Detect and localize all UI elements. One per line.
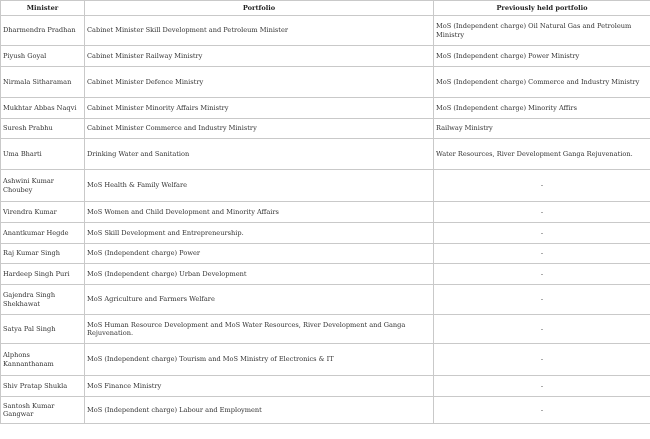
minister-cell: Mukhtar Abbas Naqvi <box>1 98 85 119</box>
portfolio-cell: Cabinet Minister Defence Ministry <box>85 67 434 98</box>
portfolio-cell: Cabinet Minister Skill Development and Petroleum Minister <box>85 16 434 46</box>
portfolio-cell: Cabinet Minister Minority Affairs Ministry <box>85 98 434 119</box>
minister-cell: Raj Kumar Singh <box>1 244 85 264</box>
previous-portfolio-cell: - <box>434 264 650 285</box>
previous-portfolio-cell: MoS (Independent charge) Power Ministry <box>434 46 650 67</box>
previous-portfolio-cell: MoS (Independent charge) Minority Affirs <box>434 98 650 119</box>
minister-cell: Santosh Kumar Gangwar <box>1 397 85 424</box>
previous-portfolio-cell: Water Resources, River Development Ganga Rejuvenation. <box>434 139 650 170</box>
portfolio-cell: MoS (Independent charge) Labour and Employment <box>85 397 434 424</box>
minister-cell: Uma Bharti <box>1 139 85 170</box>
previous-portfolio-cell: - <box>434 223 650 244</box>
portfolio-cell: MoS (Independent charge) Urban Development <box>85 264 434 285</box>
table-row <box>1 119 650 139</box>
portfolio-cell: MoS Finance Ministry <box>85 376 434 397</box>
minister-cell: Satya Pal Singh <box>1 315 85 344</box>
portfolio-cell: MoS (Independent charge) Tourism and MoS Ministry of Electronics & IT <box>85 344 434 376</box>
portfolio-cell: MoS Agriculture and Farmers Welfare <box>85 285 434 315</box>
minister-cell: Nirmala Sitharaman <box>1 67 85 98</box>
minister-cell: Shiv Pratap Shukla <box>1 376 85 397</box>
portfolio-cell: Cabinet Minister Railway Ministry <box>85 46 434 67</box>
table-row <box>1 46 650 67</box>
table-row <box>1 16 650 46</box>
table-row <box>1 344 650 376</box>
table-row <box>1 264 650 285</box>
previous-portfolio-cell: - <box>434 244 650 264</box>
portfolio-cell: MoS Human Resource Development and MoS Water Resources, River Development and Ganga Rejuvenation. <box>85 315 434 344</box>
table-row <box>1 285 650 315</box>
table-row <box>1 315 650 344</box>
header-previous-portfolio: Previously held portfolio <box>434 1 650 16</box>
minister-cell: Piyush Goyal <box>1 46 85 67</box>
portfolio-cell: MoS Health & Family Welfare <box>85 170 434 202</box>
table-row <box>1 170 650 202</box>
portfolio-cell: MoS Skill Development and Entrepreneurship. <box>85 223 434 244</box>
table-row <box>1 397 650 424</box>
minister-cell: Hardeep Singh Puri <box>1 264 85 285</box>
previous-portfolio-cell: MoS (Independent charge) Commerce and Industry Ministry <box>434 67 650 98</box>
table-row <box>1 67 650 98</box>
portfolio-cell: MoS (Independent charge) Power <box>85 244 434 264</box>
minister-cell: Alphons Kannanthanam <box>1 344 85 376</box>
table-row <box>1 98 650 119</box>
portfolio-cell: MoS Women and Child Development and Minority Affairs <box>85 202 434 223</box>
previous-portfolio-cell: - <box>434 285 650 315</box>
portfolio-cell: Drinking Water and Sanitation <box>85 139 434 170</box>
minister-cell: Dharmendra Pradhan <box>1 16 85 46</box>
table-header-row <box>1 1 650 16</box>
previous-portfolio-cell: - <box>434 170 650 202</box>
minister-cell: Gajendra Singh Shekhawat <box>1 285 85 315</box>
header-portfolio: Portfolio <box>85 1 434 16</box>
portfolio-cell: Cabinet Minister Commerce and Industry Ministry <box>85 119 434 139</box>
minister-cell: Virendra Kumar <box>1 202 85 223</box>
previous-portfolio-cell: - <box>434 202 650 223</box>
table-row <box>1 139 650 170</box>
minister-cell: Suresh Prabhu <box>1 119 85 139</box>
minister-cell: Anantkumar Hegde <box>1 223 85 244</box>
previous-portfolio-cell: - <box>434 376 650 397</box>
minister-cell: Ashwini Kumar Choubey <box>1 170 85 202</box>
header-minister: Minister <box>1 1 85 16</box>
previous-portfolio-cell: Railway Ministry <box>434 119 650 139</box>
previous-portfolio-cell: - <box>434 397 650 424</box>
table-row <box>1 376 650 397</box>
previous-portfolio-cell: - <box>434 344 650 376</box>
previous-portfolio-cell: - <box>434 315 650 344</box>
table-row <box>1 223 650 244</box>
table-row <box>1 244 650 264</box>
previous-portfolio-cell: MoS (Independent charge) Oil Natural Gas and Petroleum Ministry <box>434 16 650 46</box>
table-row <box>1 202 650 223</box>
